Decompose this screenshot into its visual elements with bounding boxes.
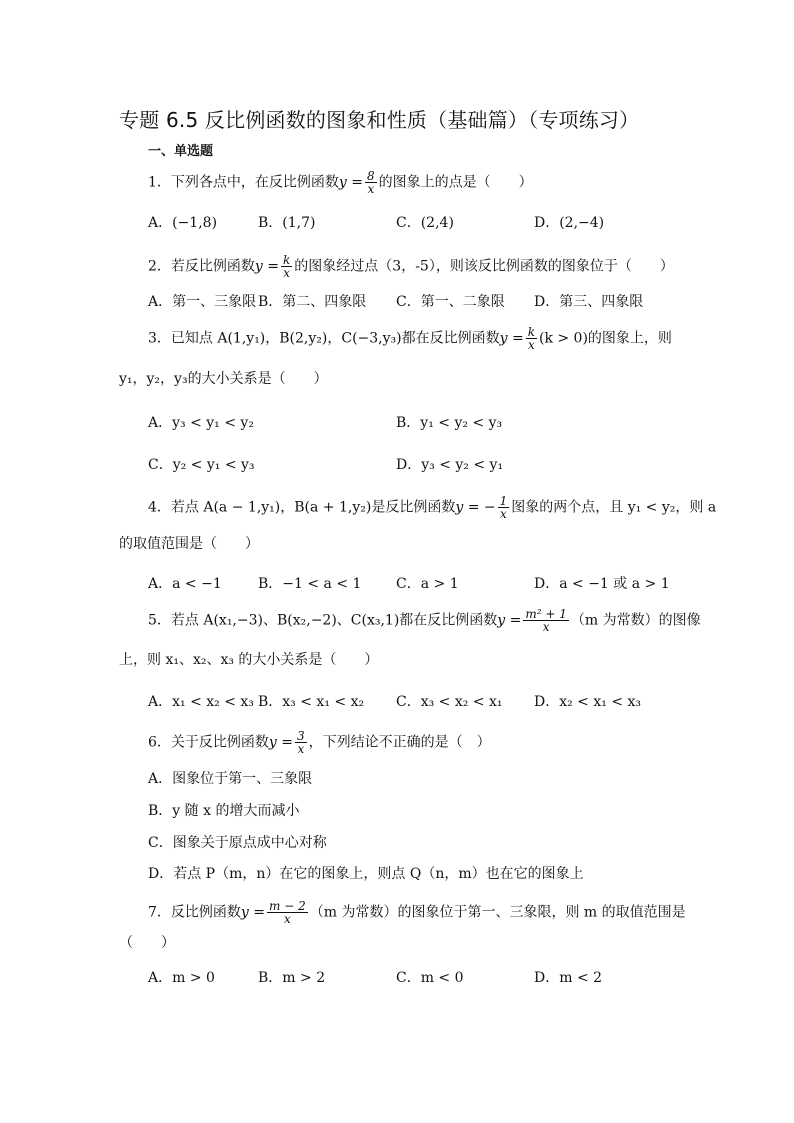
function-lhs: y =	[240, 904, 266, 921]
q1-option-d: D．(2,−4)	[534, 215, 605, 231]
question-6	[148, 730, 491, 755]
function-lhs: y = −	[455, 499, 496, 516]
numerator: 8	[367, 169, 375, 183]
question-5-line-2: 上，则 x₁、x₂、x₃ 的大小关系是（ ）	[119, 652, 379, 668]
q3-option-a: A．y₃ < y₁ < y₂	[148, 415, 254, 431]
numerator: k	[283, 253, 291, 267]
q5-option-a: A．x₁ < x₂ < x₃	[148, 694, 254, 710]
fraction	[365, 170, 377, 195]
question-text: （m 为常数）的图象位于第一、三象限，则 m 的取值范围是	[309, 904, 686, 921]
page-title: 专题 6.5 反比例函数的图象和性质（基础篇）（专项练习）	[119, 108, 640, 132]
question-2	[148, 254, 674, 279]
question-4	[148, 495, 716, 520]
q2-option-b: B．第二、四象限	[258, 294, 367, 310]
numerator: 1	[499, 494, 508, 508]
fraction	[523, 608, 569, 633]
fraction	[526, 326, 537, 351]
q6-option-a: A．图象位于第一、三象限	[148, 771, 313, 787]
numerator: 3	[297, 729, 305, 743]
question-4-line-2: 的取值范围是（ ）	[119, 536, 259, 552]
q3-option-c: C．y₂ < y₁ < y₃	[148, 457, 255, 473]
q6-option-c: C．图象关于原点成中心对称	[148, 835, 327, 851]
q7-option-c: C．m < 0	[396, 970, 464, 986]
question-text: 6．关于反比例函数	[148, 734, 269, 751]
fraction	[281, 254, 292, 279]
denominator: x	[283, 912, 291, 926]
q5-option-b: B．x₃ < x₁ < x₂	[258, 694, 365, 710]
question-text: 7．反比例函数	[148, 904, 241, 921]
numerator: m² + 1	[525, 607, 567, 621]
question-7-line-2: （ ）	[119, 935, 175, 951]
q1-option-c: C．(2,4)	[396, 215, 454, 231]
function-lhs: y =	[268, 734, 294, 751]
question-text: 的图象经过点（3，-5），则该反比例函数的图象位于（ ）	[294, 258, 674, 275]
q6-option-b: B．y 随 x 的增大而减小	[148, 803, 300, 819]
question-text: (k > 0)的图象上，则	[538, 330, 672, 347]
function-lhs: y =	[338, 174, 364, 191]
question-7	[148, 900, 686, 925]
q5-option-c: C．x₃ < x₂ < x₁	[396, 694, 503, 710]
q2-option-a: A．第一、三象限	[148, 294, 257, 310]
q4-option-d: D．a < −1 或 a > 1	[534, 576, 670, 592]
numerator: m − 2	[269, 899, 306, 913]
question-3	[148, 326, 672, 351]
question-text: 图象的两个点，且 y₁ < y₂，则 a	[511, 499, 717, 516]
q6-option-d: D．若点 P（m，n）在它的图象上，则点 Q（n，m）也在它的图象上	[148, 866, 584, 882]
q4-option-a: A．a < −1	[148, 576, 222, 592]
question-text: 的图象上的点是（ ）	[378, 174, 533, 191]
question-1	[148, 170, 533, 195]
q3-option-b: B．y₁ < y₂ < y₃	[396, 415, 503, 431]
q2-option-d: D．第三、四象限	[534, 294, 644, 310]
q7-option-d: D．m < 2	[534, 970, 603, 986]
question-text: 5．若点 A(x₁,−3)、B(x₂,−2)、C(x₃,1)都在反比例函数	[148, 612, 498, 629]
question-text: ，下列结论不正确的是（ ）	[308, 734, 491, 751]
q1-option-b: B．(1,7)	[258, 215, 316, 231]
denominator: x	[297, 742, 305, 756]
function-lhs: y =	[254, 258, 280, 275]
function-lhs: y =	[497, 612, 522, 629]
denominator: x	[367, 182, 375, 196]
question-text: 2．若反比例函数	[148, 258, 255, 275]
function-lhs: y =	[499, 330, 524, 347]
fraction	[267, 900, 308, 925]
q1-option-a: A．(−1,8)	[148, 215, 218, 231]
question-text: 4．若点 A(a − 1,y₁)，B(a + 1,y₂)是反比例函数	[148, 499, 456, 516]
denominator: x	[527, 338, 535, 352]
q5-option-d: D．x₂ < x₁ < x₃	[534, 694, 642, 710]
q2-option-c: C．第一、二象限	[396, 294, 505, 310]
question-text: 1．下列各点中，在反比例函数	[148, 174, 339, 191]
q7-option-a: A．m > 0	[148, 970, 215, 986]
question-5	[148, 608, 701, 633]
question-text: （m 为常数）的图像	[570, 612, 701, 629]
q4-option-b: B．−1 < a < 1	[258, 576, 362, 592]
denominator: x	[283, 266, 291, 280]
denominator: x	[500, 507, 507, 521]
denominator: x	[542, 620, 550, 634]
numerator: k	[527, 325, 535, 339]
q7-option-b: B．m > 2	[258, 970, 326, 986]
section-heading: 一、单选题	[148, 144, 214, 159]
question-text: 3．已知点 A(1,y₁)，B(2,y₂)，C(−3,y₃)都在反比例函数	[148, 330, 500, 347]
fraction	[498, 495, 510, 520]
question-3-line-2: y₁，y₂，y₃的大小关系是（ ）	[119, 371, 328, 387]
fraction	[295, 730, 307, 755]
q3-option-d: D．y₃ < y₂ < y₁	[396, 457, 504, 473]
q4-option-c: C．a > 1	[396, 576, 459, 592]
